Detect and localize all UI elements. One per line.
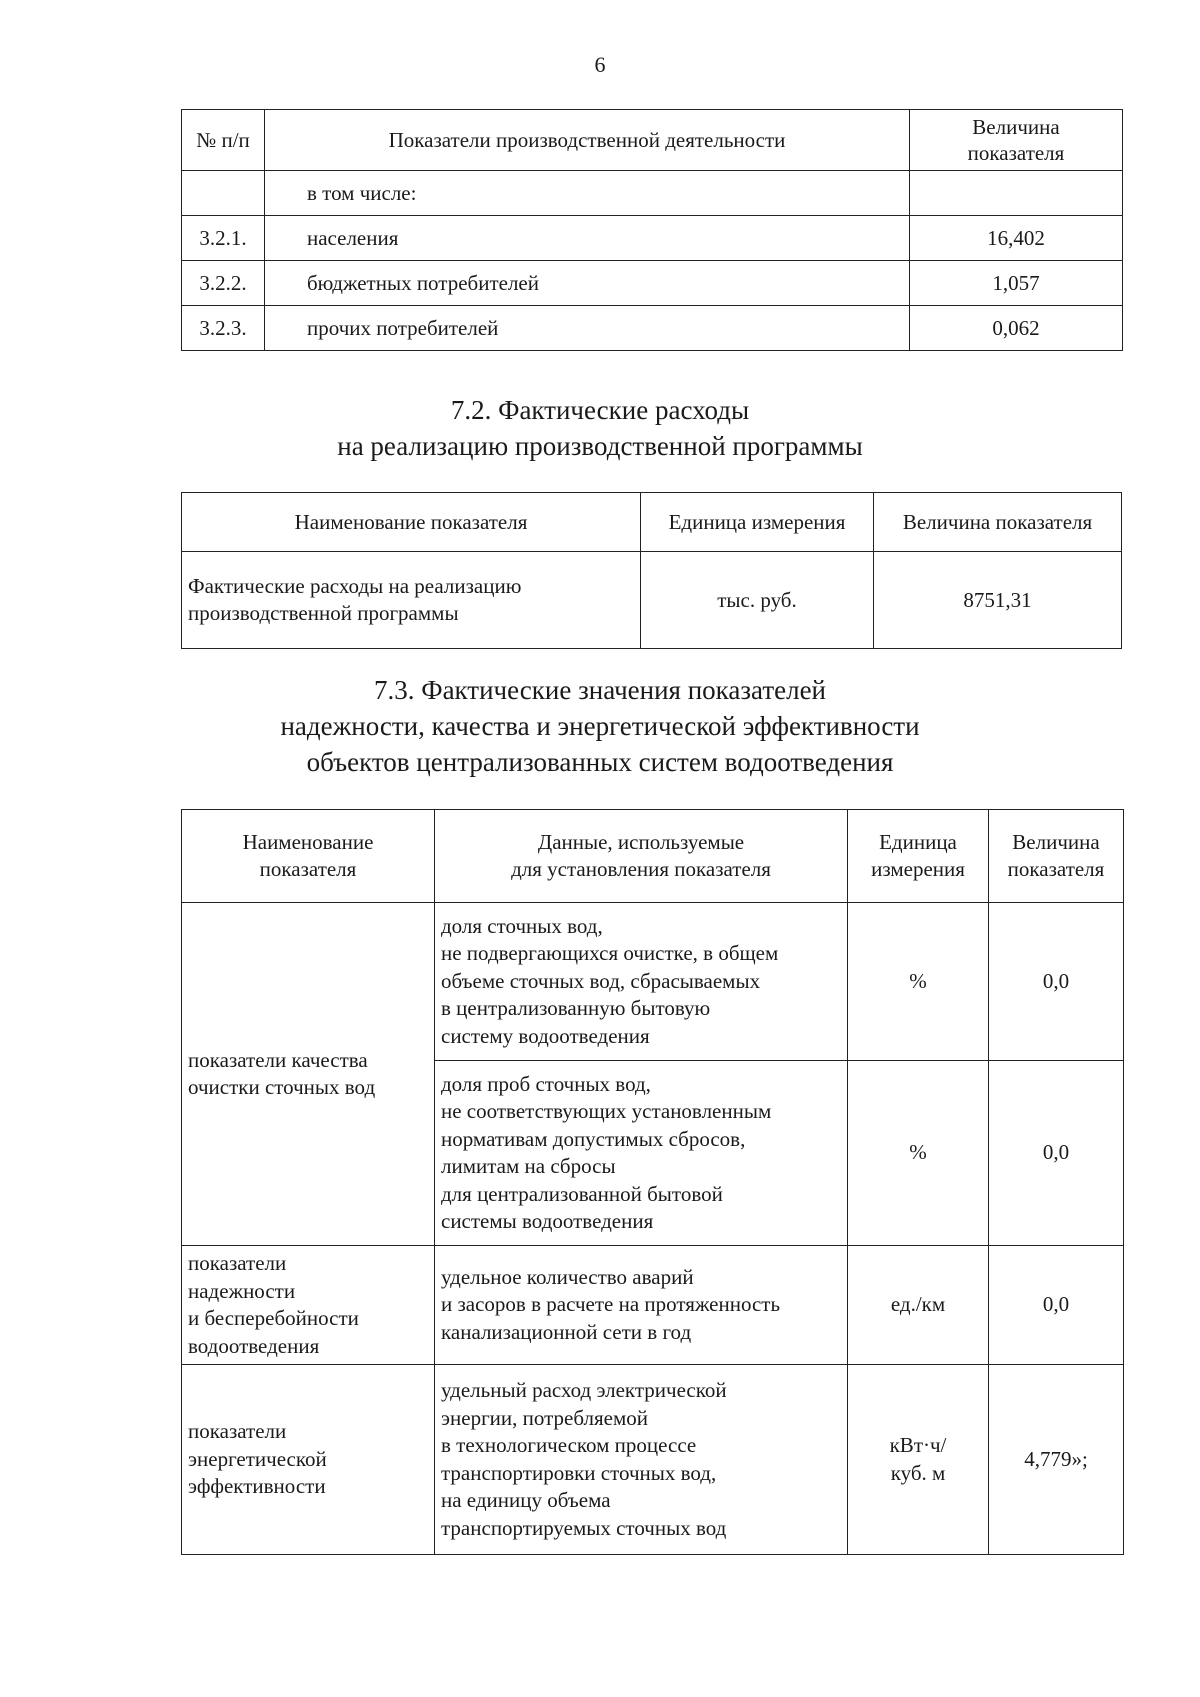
data-line: и засоров в расчете на протяженность [441, 1292, 781, 1317]
header-value-line2: показателя [967, 141, 1065, 165]
header-data-line2: для установления показателя [511, 857, 771, 881]
row-name-line2: производственной программы [188, 601, 459, 625]
row-value [910, 171, 1123, 216]
section-7-3-line1: 7.3. Фактические значения показателей [373, 675, 827, 705]
table-row [182, 216, 1123, 261]
group-energy-line: эффективности [188, 1474, 326, 1499]
group-quality-name [182, 903, 435, 1246]
header-num: № п/п [182, 110, 265, 171]
section-7-3-title [0, 672, 1200, 780]
data-line: не подвергающихся очистке, в общем [441, 941, 779, 966]
header-data [435, 810, 848, 903]
table-row [182, 171, 1123, 216]
data-line: доля сточных вод, [441, 913, 603, 938]
table-row [182, 1365, 1124, 1555]
row-name: населения [265, 216, 910, 261]
data-line: систему водоотведения [441, 1023, 650, 1048]
group-reliability-line: показатели [188, 1251, 287, 1275]
data-line: объеме сточных вод, сбрасываемых [441, 968, 761, 993]
data-line: транспортируемых сточных вод [441, 1515, 727, 1540]
table-row [182, 306, 1123, 351]
row-unit: % [848, 1061, 989, 1246]
data-line: для централизованной бытовой [441, 1181, 723, 1206]
header-value-line2: показателя [1007, 857, 1105, 881]
row-num [182, 171, 265, 216]
section-7-2-line1: 7.2. Фактические расходы [450, 395, 750, 425]
row-data [435, 1061, 848, 1246]
data-line: лимитам на сбросы [441, 1154, 616, 1178]
header-value [989, 810, 1124, 903]
header-name [182, 810, 435, 903]
row-value: 0,062 [910, 306, 1123, 351]
row-data [435, 1365, 848, 1555]
header-value-line1: Величина [972, 115, 1060, 139]
header-value [910, 110, 1123, 171]
group-quality-line2: очистки сточных вод [188, 1075, 376, 1099]
header-unit-line2: измерения [871, 857, 965, 881]
header-unit-line1: Единица [879, 830, 957, 854]
data-line: на единицу объема [441, 1488, 611, 1512]
row-name: бюджетных потребителей [265, 261, 910, 306]
table-row [182, 552, 1122, 649]
row-value: 4,779»; [989, 1365, 1124, 1555]
row-num: 3.2.2. [182, 261, 265, 306]
row-value: 0,0 [989, 1246, 1124, 1365]
section-7-3-line2: надежности, качества и энергетической эффективности [280, 711, 920, 741]
table-header-row [182, 493, 1122, 552]
row-unit: тыс. руб. [641, 552, 874, 649]
row-name [182, 552, 641, 649]
group-reliability-line: водоотведения [188, 1333, 320, 1358]
data-line: транспортировки сточных вод, [441, 1460, 717, 1485]
row-name: в том числе: [265, 171, 910, 216]
header-name: Наименование показателя [182, 493, 641, 552]
data-line: канализационной сети в год [441, 1319, 692, 1344]
header-data-line1: Данные, используемые [537, 830, 745, 854]
row-value: 0,0 [989, 1061, 1124, 1246]
row-num: 3.2.3. [182, 306, 265, 351]
table-header-row [182, 110, 1123, 171]
section-7-2-title [0, 392, 1200, 464]
data-line: удельное количество аварий [441, 1264, 694, 1289]
row-value: 0,0 [989, 903, 1124, 1061]
unit-line1: кВт·ч/ [889, 1433, 947, 1457]
data-line: нормативам допустимых сбросов, [441, 1126, 746, 1151]
section-7-3-line3: объектов централизованных систем водоотведения [306, 747, 894, 777]
header-name-line1: Наименование [242, 830, 374, 854]
data-line: в централизованную бытовую [441, 996, 711, 1021]
actual-expenses-table [181, 492, 1122, 649]
data-line: системы водоотведения [441, 1209, 654, 1233]
header-unit: Единица измерения [641, 493, 874, 552]
data-line: энергии, потребляемой [441, 1405, 649, 1430]
row-value: 16,402 [910, 216, 1123, 261]
group-reliability-line: надежности [188, 1278, 296, 1303]
group-energy-name [182, 1365, 435, 1555]
table-header-row [182, 810, 1124, 903]
row-num: 3.2.1. [182, 216, 265, 261]
group-energy-line: показатели [188, 1419, 287, 1444]
group-reliability-name [182, 1246, 435, 1365]
row-name-line1: Фактические расходы на реализацию [188, 574, 522, 598]
row-value: 1,057 [910, 261, 1123, 306]
header-indicator: Показатели производственной деятельности [265, 110, 910, 171]
group-quality-line1: показатели качества [188, 1047, 368, 1072]
group-reliability-line: и бесперебойности [188, 1306, 359, 1330]
group-energy-line: энергетической [188, 1446, 327, 1471]
data-line: доля проб сточных вод, [441, 1071, 651, 1096]
reliability-indicators-table [181, 809, 1124, 1555]
page-number: 6 [594, 52, 606, 77]
table-row [182, 1246, 1124, 1365]
row-name: прочих потребителей [265, 306, 910, 351]
table-row [182, 903, 1124, 1061]
row-data [435, 903, 848, 1061]
data-line: удельный расход электрической [441, 1378, 727, 1402]
row-data [435, 1246, 848, 1365]
header-value-line1: Величина [1012, 830, 1100, 854]
production-indicators-table [181, 109, 1123, 351]
row-unit [848, 1365, 989, 1555]
header-unit [848, 810, 989, 903]
data-line: не соответствующих установленным [441, 1099, 772, 1123]
row-unit: % [848, 903, 989, 1061]
table-row [182, 261, 1123, 306]
row-unit: ед./км [848, 1246, 989, 1365]
data-line: в технологическом процессе [441, 1433, 697, 1457]
header-name-line2: показателя [259, 857, 357, 881]
row-value: 8751,31 [874, 552, 1122, 649]
section-7-2-line2: на реализацию производственной программы [337, 431, 863, 461]
header-value: Величина показателя [874, 493, 1122, 552]
unit-line2: куб. м [890, 1460, 946, 1485]
